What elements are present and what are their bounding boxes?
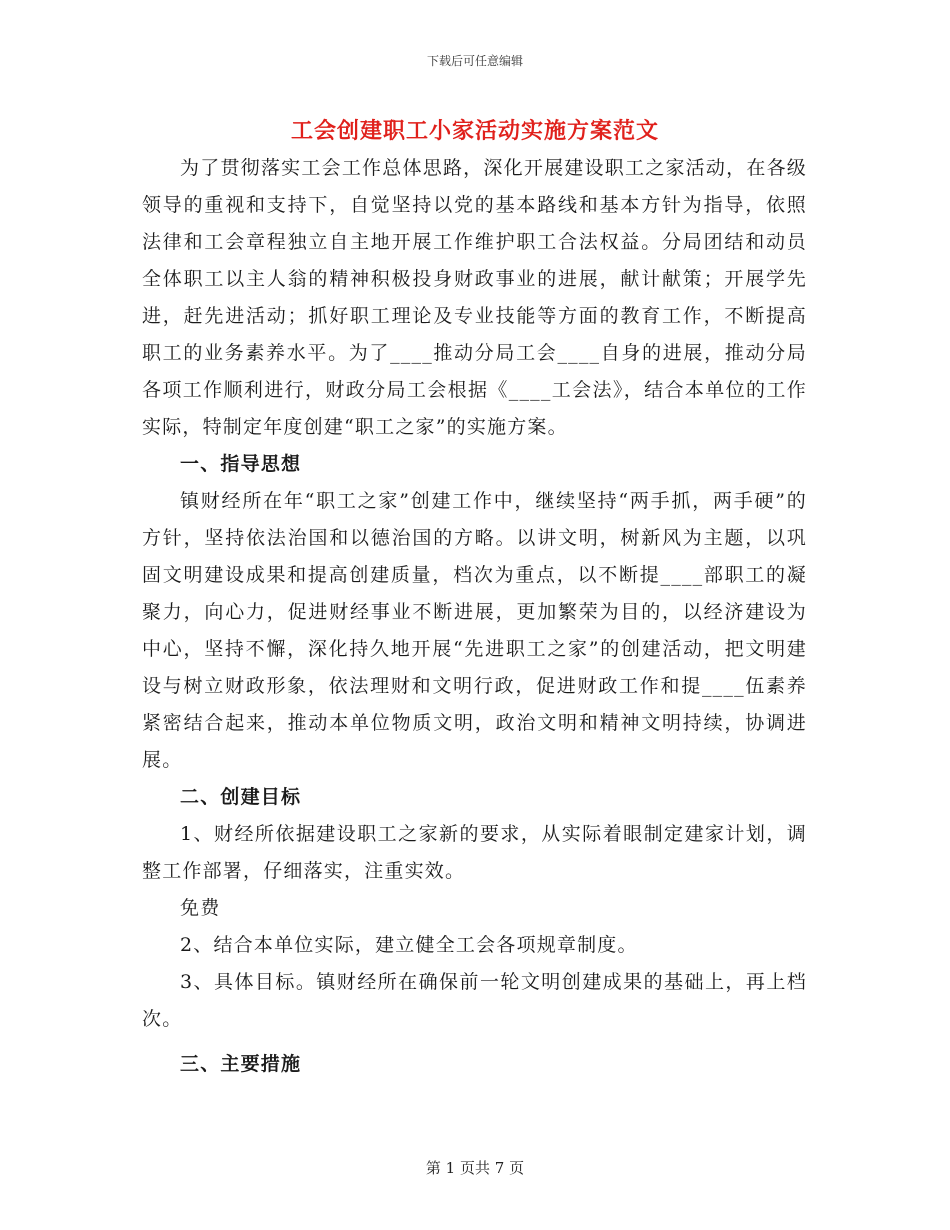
header-note: 下载后可任意编辑 [426, 54, 523, 68]
document-title: 工会创建职工小家活动实施方案范文 [290, 118, 659, 144]
document-body [142, 150, 807, 1083]
page-footer: 第 1 页共 7 页 [425, 1159, 525, 1177]
guiding-ideology-paragraph: 镇财经所在年“职工之家”创建工作中，继续坚持“两手抓，两手硬”的方针，坚持依法治国和以德治国的方略。以讲文明，树新风为主题，以巩固文明建设成果和提高创建质量，档次为重点，以不断提____部职工的凝聚力，向心力，促进财经事业不断进展，更加繁荣为目的，以经济建设为中心，坚持不懈，深化持久地开展“先进职工之家”的创建活动，把文明建设与树立财政形象，依法理财和文明行政，促进财政工作和提____伍素养紧密结合起来，推动本单位物质文明，政治文明和精神文明持续，协调进展。 [142, 490, 807, 771]
free-note: 免费 [180, 897, 221, 919]
goal-item-2: 2、结合本单位实际，建立健全工会各项规章制度。 [180, 934, 638, 956]
goal-item-3: 3、具体目标。镇财经所在确保前一轮文明创建成果的基础上，再上档次。 [142, 971, 807, 1030]
section-heading-goals: 二、创建目标 [180, 786, 302, 808]
section-heading-measures: 三、主要措施 [180, 1053, 302, 1075]
intro-paragraph: 为了贯彻落实工会工作总体思路，深化开展建设职工之家活动，在各级领导的重视和支持下，自觉坚持以党的基本路线和基本方针为指导，依照法律和工会章程独立自主地开展工作维护职工合法权益。分局团结和动员全体职工以主人翁的精神积极投身财政事业的进展，献计献策；开展学先进，赶先进活动；抓好职工理论及专业技能等方面的教育工作，不断提高职工的业务素养水平。为了____推动分局工会____自身的进展，推动分局各项工作顺利进行，财政分局工会根据《____工会法》，结合本单位的工作实际，特制定年度创建“职工之家”的实施方案。 [142, 157, 807, 438]
goal-item-1: 1、财经所依据建设职工之家新的要求，从实际着眼制定建家计划，调整工作部署，仔细落实，注重实效。 [142, 823, 807, 882]
section-heading-guiding-ideology: 一、指导思想 [180, 453, 302, 475]
